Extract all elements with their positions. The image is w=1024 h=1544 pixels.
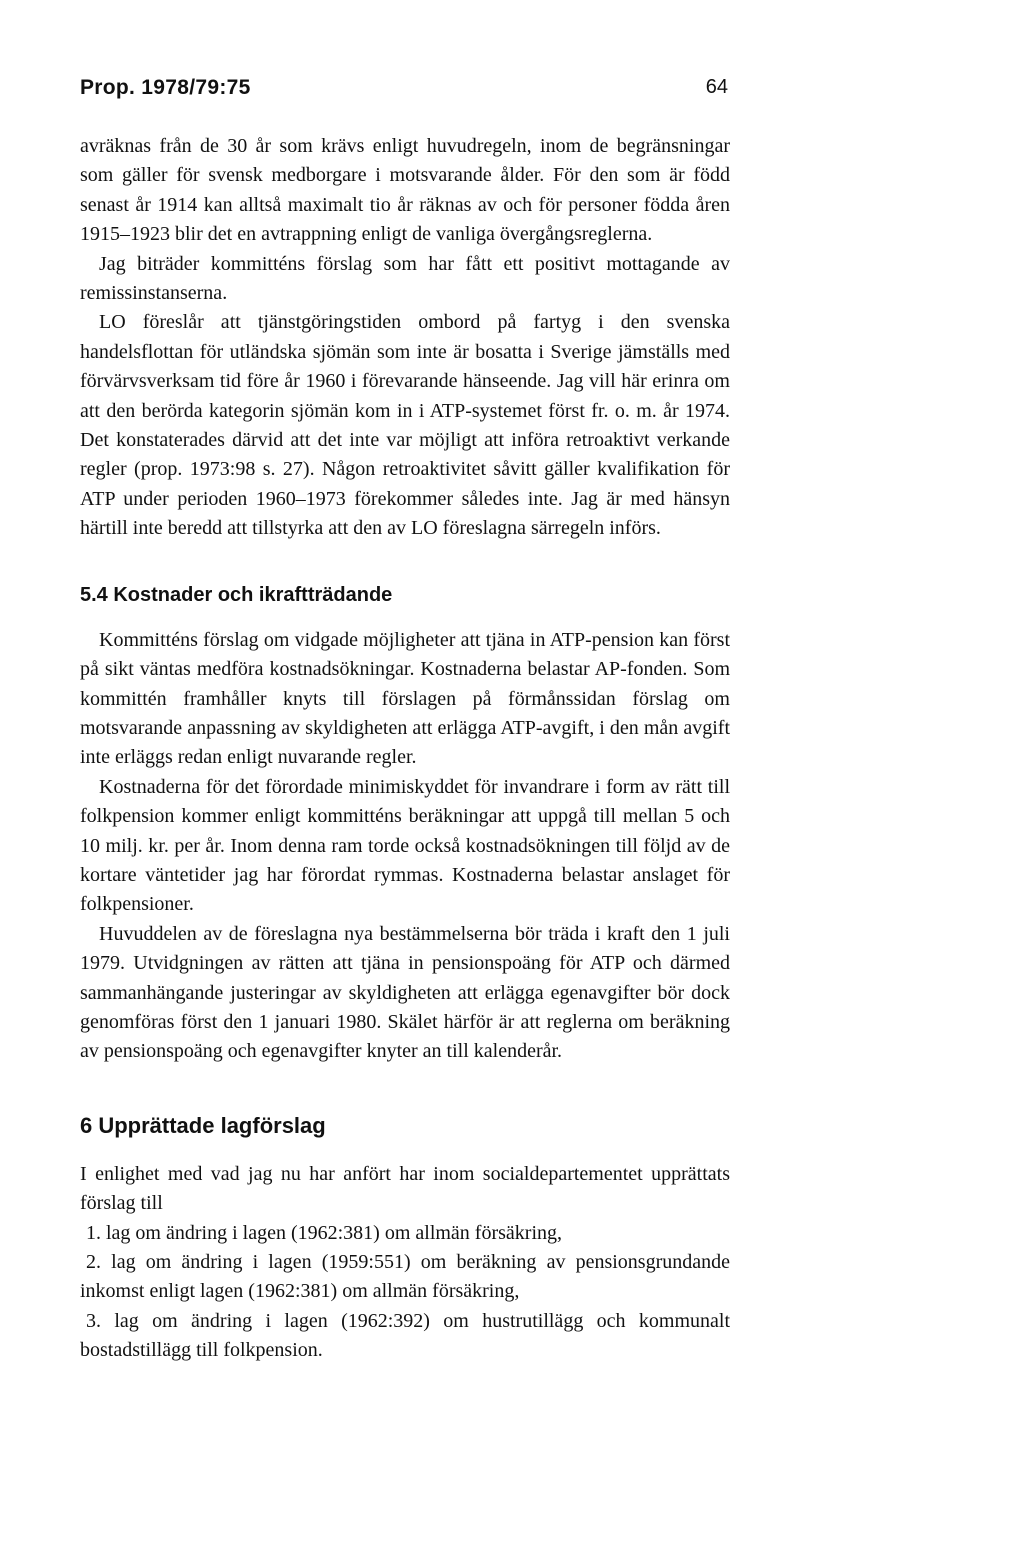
paragraph: Kommitténs förslag om vidgade möjligheter att tjäna in ATP-pension kan först på sikt väntas medföra kostnadsökningar. Kostnaderna belastar AP-fonden. Som kommittén framhåller knyts till förslagen på förmånssidan förslag om motsvarande anpassning av skyldigheten att erlägga ATP-avgift, i den mån avgift inte erläggs redan enligt nuvarande regler.: [80, 628, 730, 769]
paragraph: Huvuddelen av de föreslagna nya bestämmelserna bör träda i kraft den 1 juli 1979. Utvidgningen av rätten att tjäna in pensionspoäng för ATP och därmed sammanhängande justeringar av skyldigheten att erlägga egenavgifter bör dock genomföras först den 1 januari 1980. Skälet härför är att reglerna om beräkning av pensionspoäng och egenavgifter knyter an till kalenderår.: [80, 922, 730, 1063]
paragraph-intro: I enlighet med vad jag nu har anfört har inom socialdepartementet upprättats förslag till: [80, 1162, 730, 1215]
paragraph: LO föreslår att tjänstgöringstiden ombord på fartyg i den svenska handelsflottan för utländska sjömän som inte är bosatta i Sverige jämställs med förvärvsverksam tid före år 1960 i förevarande hänseende. Jag vill här erinra om att den berörda kategorin sjömän kom in i ATP-systemet först fr. o. m. år 1974. Det konstaterades därvid att det inte var möjligt att införa retroaktivt verkande regler (prop. 1973:98 s. 27). Någon retroaktivitet såvitt gäller kvalifikation för ATP under perioden 1960–1973 förekommer således inte. Jag är med hänsyn härtill inte beredd att tillstyrka att den av LO föreslagna särregeln införs.: [80, 311, 730, 540]
section-heading-5-4: 5.4 Kostnader och ikraftträdande: [80, 583, 393, 606]
list-item: 2. lag om ändring i lagen (1959:551) om beräkning av pensionsgrundande inkomst enligt lagen (1962:381) om allmän försäkring,: [80, 1251, 730, 1303]
paragraph-continued: avräknas från de 30 år som krävs enligt huvudregeln, inom de begränsningar som gäller för svensk medborgare i motsvarande ålder. För den som är född senast år 1914 kan alltså maximalt tio år räknas av och för personer födda åren 1915–1923 blir det en avtrappning enligt de vanliga övergångsreglerna.: [80, 135, 730, 246]
section-heading-6: 6 Upprättade lagförslag: [80, 1112, 326, 1138]
list-item: 1. lag om ändring i lagen (1962:381) om allmän försäkring,: [86, 1221, 563, 1244]
page-header: [80, 76, 728, 106]
page-body: [80, 132, 730, 1366]
paragraph: Kostnaderna för det förordade minimiskyddet för invandrare i form av rätt till folkpension kommer enligt kommitténs beräkningar att uppgå till mellan 5 och 10 milj. kr. per år. Inom denna ram torde också kostnadsökningen till följd av de kortare väntetider jag har förordat rymmas. Kostnaderna belastar anslaget för folkpensioner.: [80, 775, 730, 916]
paragraph: Jag biträder kommitténs förslag som har fått ett positivt mottagande av remissinstanserna.: [80, 252, 730, 305]
list-item: 3. lag om ändring i lagen (1962:392) om hustrutillägg och kommunalt bostadstillägg till folkpension.: [80, 1309, 730, 1362]
document-reference: Prop. 1978/79:75: [80, 76, 251, 99]
page-number: 64: [705, 76, 728, 98]
